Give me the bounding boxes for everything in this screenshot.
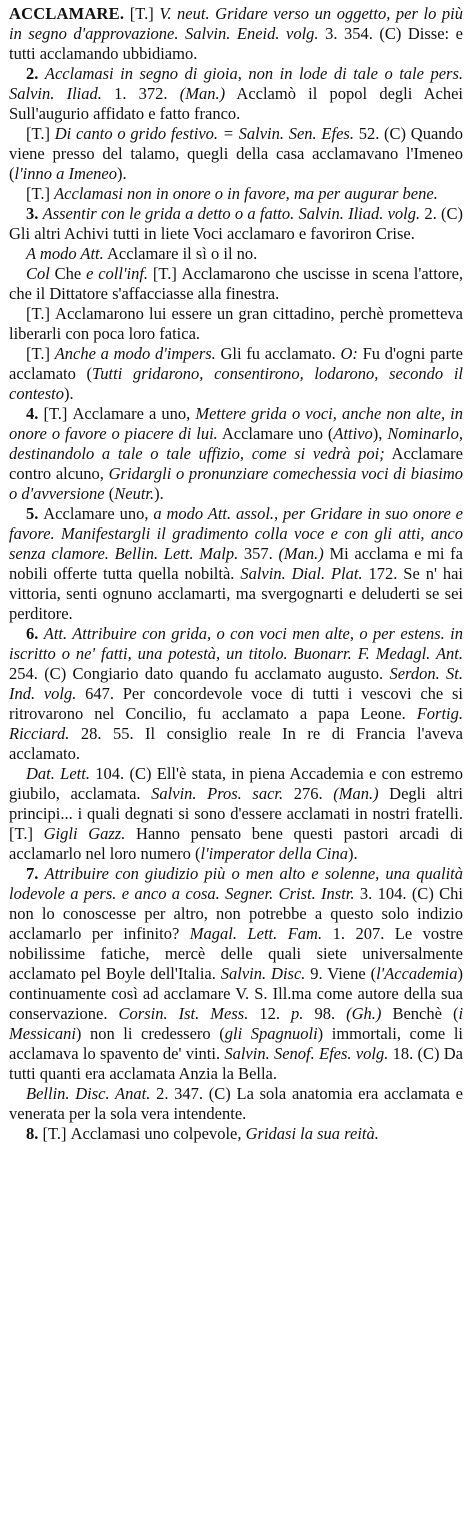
text-run: 1. 372. xyxy=(114,84,180,103)
text-run: 5. xyxy=(26,504,44,523)
text-run: Acclamarono che uscisse in scena l'attore, che il Dittatore s'affacciasse alla finestra. xyxy=(9,264,464,303)
sense-2-augury-paragraph xyxy=(9,184,463,204)
text-run: 276. xyxy=(293,784,334,803)
text-run: Gigli Gazz. xyxy=(43,824,126,843)
sense-3-cittadino-paragraph xyxy=(9,304,463,344)
text-run: 647. Per concordevole voce di tutti i vescovi che si ritrovarono nel Concilio, fu acclamato a papa Leone. xyxy=(9,684,464,723)
sense-7-paragraph xyxy=(9,864,463,1084)
text-run: 2. xyxy=(26,64,45,83)
text-run: ). xyxy=(347,844,358,863)
text-run: 357. xyxy=(243,544,279,563)
text-run: ) continuamente così ad acclamare V. S. Ill.ma come autore della sua conservazione. xyxy=(9,964,463,1023)
text-run: [T.] xyxy=(9,824,44,843)
text-run: Serdon. St. Ind. volg. xyxy=(9,664,463,703)
text-run: 98. xyxy=(314,1004,347,1023)
text-run: 28. 55. Il consiglio reale In re di Francia l'aveva acclamato. xyxy=(9,724,464,763)
text-run: 104. (C) Ell'è stata, in piena Accademia e con estremo giubilo, acclamata. xyxy=(9,764,464,803)
text-run: (Man.) xyxy=(278,544,324,563)
text-run: Acclamasi in segno di gioia, non in lode di tale o tale pers. Salvin. Iliad. xyxy=(9,64,464,103)
text-run: [T.] xyxy=(42,1124,71,1143)
text-run: Acclamarono lui essere un gran cittadino, perchè prometteva liberarli con poca loro fatica. xyxy=(9,304,463,343)
sense-5-paragraph xyxy=(9,504,463,624)
text-run: Acclamare a uno, xyxy=(72,404,196,423)
text-run: Attivo xyxy=(333,424,373,443)
text-run: 18. (C) Da tutti quanti era acclamata Anzia la Bella. xyxy=(9,1044,464,1083)
text-run: 52. (C) Quando viene presso del talamo, quegli della casa acclamavano l'Imeneo ( xyxy=(9,124,464,183)
text-run: l'imperator della Cina xyxy=(200,844,348,863)
text-run: ). xyxy=(154,484,164,503)
text-run: Nominarlo, destinandolo a tale o tale uffizio, come si vedrà poi; xyxy=(9,424,463,463)
text-run: 3. 354. (C) Disse: e tutti acclamando ubbidiamo. xyxy=(9,24,463,63)
text-run: ( xyxy=(104,484,115,503)
sense-4-paragraph xyxy=(9,404,463,504)
text-run: 3. xyxy=(26,204,43,223)
text-run: i Messicani xyxy=(9,1004,464,1043)
text-run: (Man.) xyxy=(333,784,379,803)
text-run: [T.] xyxy=(26,304,56,323)
text-run: Degli altri principi... i quali degnati si sono d'essere acclamati in nostri fratelli. xyxy=(9,784,464,823)
text-run: p. xyxy=(291,1004,315,1023)
text-run: Acclamasi uno colpevole, xyxy=(70,1124,246,1143)
text-run: Col xyxy=(26,264,50,283)
text-run: a modo Att. assol., per Gridare in suo onore e favore. Manifestargli il gradimento colla voce e con gli atti, anco senza clamore. Bellin. Lett. Malp. xyxy=(9,504,463,563)
text-run: [T.] xyxy=(43,404,73,423)
text-run: Fu d'ogni parte acclamato ( xyxy=(9,344,464,383)
text-run: Acclamare uno, xyxy=(43,504,154,523)
text-run: 6. xyxy=(26,624,44,643)
text-run: Anche a modo d'impers. xyxy=(54,344,216,363)
text-run: ). xyxy=(117,164,127,183)
text-run: 12. xyxy=(259,1004,292,1023)
text-run: Acclamasi non in onore o in favore, ma per augurar bene. xyxy=(54,184,438,203)
entry-headword-paragraph xyxy=(9,4,463,64)
text-run: Acclamare il sì o il no. xyxy=(103,244,258,263)
text-run: Salvin. Disc. xyxy=(220,964,311,983)
text-run: Neutr. xyxy=(114,484,155,503)
text-run: 4. xyxy=(26,404,44,423)
text-run: ) non li credessero ( xyxy=(75,1024,225,1043)
text-run: 9. Viene ( xyxy=(310,964,377,983)
text-run: 3. 104. (C) Chi non lo conoscesse per altro, non potrebbe a questo solo indizio acclamarlo per infinito? xyxy=(9,884,463,943)
text-run: Gridasi la sua reità. xyxy=(245,1124,379,1143)
sense-8-paragraph xyxy=(9,1124,463,1144)
text-run: gli Spagnuoli xyxy=(224,1024,318,1043)
text-run: V. neut. Gridare verso un oggetto, per lo più in segno d'approvazione. Salvin. Eneid. volg. xyxy=(9,4,464,43)
text-run: Fortig. Ricciard. xyxy=(9,704,463,743)
text-run: Salvin. Pros. sacr. xyxy=(151,784,294,803)
text-run: (Man.) xyxy=(179,84,226,103)
text-run: Attribuire con giudizio più o men alto e solenne, una qualità lodevole a pers. e anco a cosa. Segner. Crist. Instr. xyxy=(9,864,464,903)
sense-3-active-paragraph xyxy=(9,244,463,264)
text-run: Mi acclama e mi fa nobili offerte tutta quella nobiltà. xyxy=(9,544,464,583)
text-run: [T.] xyxy=(148,264,182,283)
text-run: Gridargli o pronunziare comechessia voci di biasimo o d'avversione xyxy=(9,464,463,503)
text-run: [T.] xyxy=(26,124,55,143)
text-run: 2. 347. (C) La sola anatomia era acclamata e venerata per la sola vera intendente. xyxy=(9,1084,464,1123)
text-run: 172. Se n' hai vittoria, senti ognuno acclamarti, ma svergognarti e deluderti se sei perditore. xyxy=(9,564,464,623)
text-run: Salvin. Dial. Plat. xyxy=(240,564,369,583)
text-run: 1. 207. Le vostre nobilissime fatiche, mercè delle quali siete universalmente acclamato pel Boyle dell'Italia. xyxy=(9,924,464,983)
text-run: Tutti gridarono, consentirono, lodarono, secondo il contesto xyxy=(9,364,463,403)
text-run: Di canto o grido festivo. = Salvin. Sen. Efes. xyxy=(54,124,359,143)
text-run: Benchè ( xyxy=(381,1004,459,1023)
text-run: Att. Attribuire con grida, o con voci men alte, o per estens. in iscritto o ne' fatti, una potestà, un titolo. Buonarr. F. Medagl. Ant. xyxy=(9,624,464,663)
text-run: Dat. Lett. xyxy=(26,764,96,783)
text-run: Acclamare contro alcuno, xyxy=(9,444,463,483)
sense-3-che-paragraph xyxy=(9,264,463,304)
text-run: ). xyxy=(64,384,74,403)
text-run: Mettere grida o voci, anche non alte, in onore o favore o piacere di lui. xyxy=(9,404,464,443)
text-run: O: xyxy=(340,344,358,363)
text-run: Gli fu acclamato. xyxy=(215,344,341,363)
text-run: Acclamare uno ( xyxy=(217,424,334,443)
sense-7-bellini-paragraph xyxy=(9,1084,463,1124)
text-run: Salvin. Senof. Efes. volg. xyxy=(224,1044,393,1063)
text-run: ) immortali, come li acclamava lo spavento de' vinti. xyxy=(9,1024,463,1063)
sense-6-dati-paragraph xyxy=(9,764,463,864)
text-run: [T.] xyxy=(26,344,55,363)
text-run: Bellin. Disc. Anat. xyxy=(26,1084,157,1103)
text-run: Che xyxy=(49,264,87,283)
sense-6-paragraph xyxy=(9,624,463,764)
text-run: Assentir con le grida a detto o a fatto. Salvin. Iliad. volg. xyxy=(42,204,425,223)
text-run: [T.] xyxy=(26,184,55,203)
text-run: 8. xyxy=(26,1124,43,1143)
text-run: ACCLAMARE. xyxy=(9,4,125,23)
sense-2-paragraph xyxy=(9,64,463,124)
text-run: e coll'inf. xyxy=(86,264,149,283)
text-run: l'Accademia xyxy=(376,964,458,983)
sense-3-impers-paragraph xyxy=(9,344,463,404)
text-run: Hanno pensato bene questi pastori arcadi di acclamarlo nel loro numero ( xyxy=(9,824,463,863)
sense-3-paragraph xyxy=(9,204,463,244)
text-run: Acclamò il popol degli Achei Sull'augurio affidato e fatto franco. xyxy=(9,84,464,123)
text-run: A modo Att. xyxy=(26,244,104,263)
text-run: Corsin. Ist. Mess. xyxy=(118,1004,260,1023)
sense-2-festive-paragraph xyxy=(9,124,463,184)
text-run: 254. (C) Congiario dato quando fu acclamato augusto. xyxy=(9,664,390,683)
text-run: ), xyxy=(372,424,388,443)
text-run: 7. xyxy=(26,864,45,883)
text-run: (Gh.) xyxy=(346,1004,382,1023)
text-run: l'inno a Imeneo xyxy=(14,164,118,183)
text-run: Magal. Lett. Fam. xyxy=(189,924,333,943)
text-run: 2. (C) Gli altri Achivi tutti in liete Voci acclamaro e favoriron Crise. xyxy=(9,204,464,243)
text-run: [T.] xyxy=(124,4,160,23)
